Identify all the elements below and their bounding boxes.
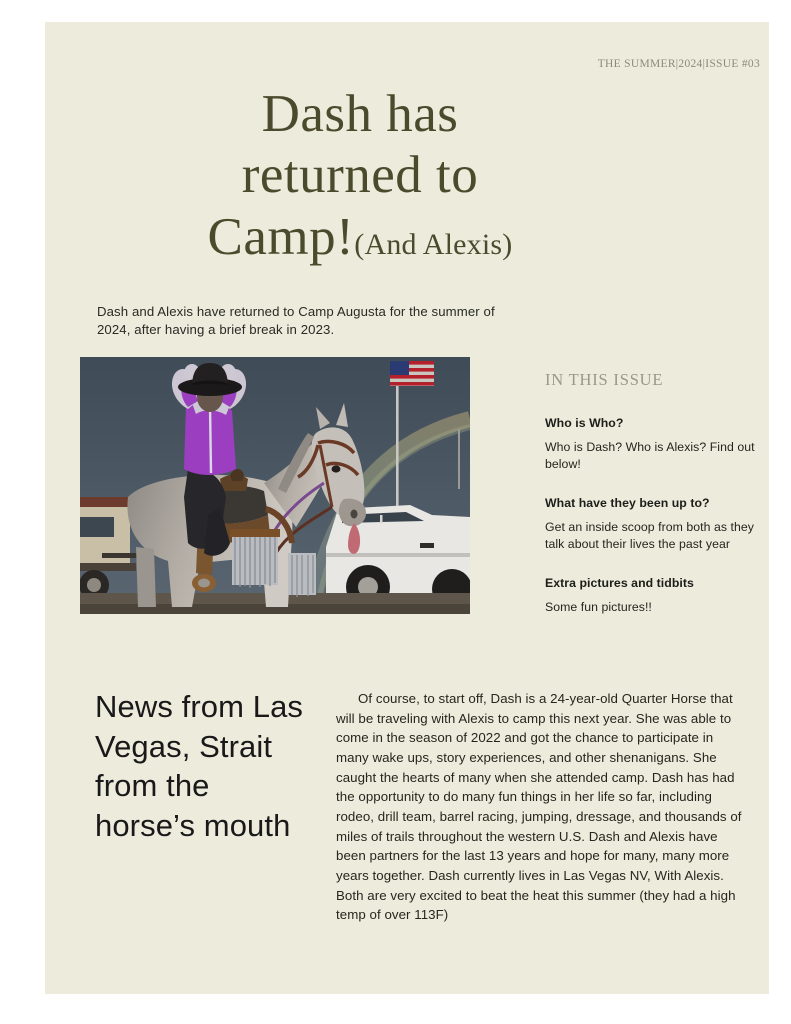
hero-photo: [80, 357, 470, 614]
issue-item-description: Some fun pictures!!: [545, 599, 652, 614]
issue-item-who-is-who: [545, 416, 760, 474]
section-heading: News from Las Vegas, Strait from the horse’s mouth: [95, 689, 304, 844]
hero-photo-illustration: [80, 357, 470, 614]
page-title-camp-text: Camp!: [207, 207, 355, 266]
in-this-issue-heading: IN THIS ISSUE: [545, 370, 664, 389]
issue-item-extra-pictures: [545, 576, 760, 616]
page-title-parenthetical: (And Alexis): [354, 227, 513, 261]
masthead-issue-line: THE SUMMER|2024|ISSUE #03: [597, 58, 760, 70]
article-body: Of course, to start off, Dash is a 24-year-old Quarter Horse that will be traveling with Alexis to camp this next year. She was able to come in the season of 2022 and got the chance to participate in many wake ups, story experiences, and other shenanigans. She caught the hearts of many when she attended camp. Dash has had the opportunity to do many fun things in her life so far, including rodeo, drill team, barrel racing, jumping, dressage, and thousands of miles of trails throughout the western U.S. Dash and Alexis have been partners for the last 13 years and hope for many, many more years together. Dash currently lives in Las Vegas NV, With Alexis. Both are very excited to beat the heat this summer (they had a high temp of over 113F): [336, 691, 742, 923]
issue-item-description: Get an inside scoop from both as they talk about their lives the past year: [545, 519, 754, 552]
issue-item-title: Extra pictures and tidbits: [545, 575, 694, 590]
issue-item-up-to: [545, 496, 760, 554]
issue-item-title: What have they been up to?: [545, 495, 710, 510]
newsletter-page: [45, 22, 769, 994]
in-this-issue-sidebar: [545, 370, 760, 616]
standfirst-deck: Dash and Alexis have returned to Camp Augusta for the summer of 2024, after having a brief break in 2023.: [97, 304, 495, 338]
page-title-line-2: returned to: [241, 146, 479, 205]
page-title-line-1: Dash has: [261, 85, 459, 143]
page-title-line-3: [145, 207, 575, 268]
issue-item-title: Who is Who?: [545, 416, 624, 430]
page-title: [145, 84, 575, 268]
issue-item-description: Who is Dash? Who is Alexis? Find out below!: [545, 440, 755, 472]
